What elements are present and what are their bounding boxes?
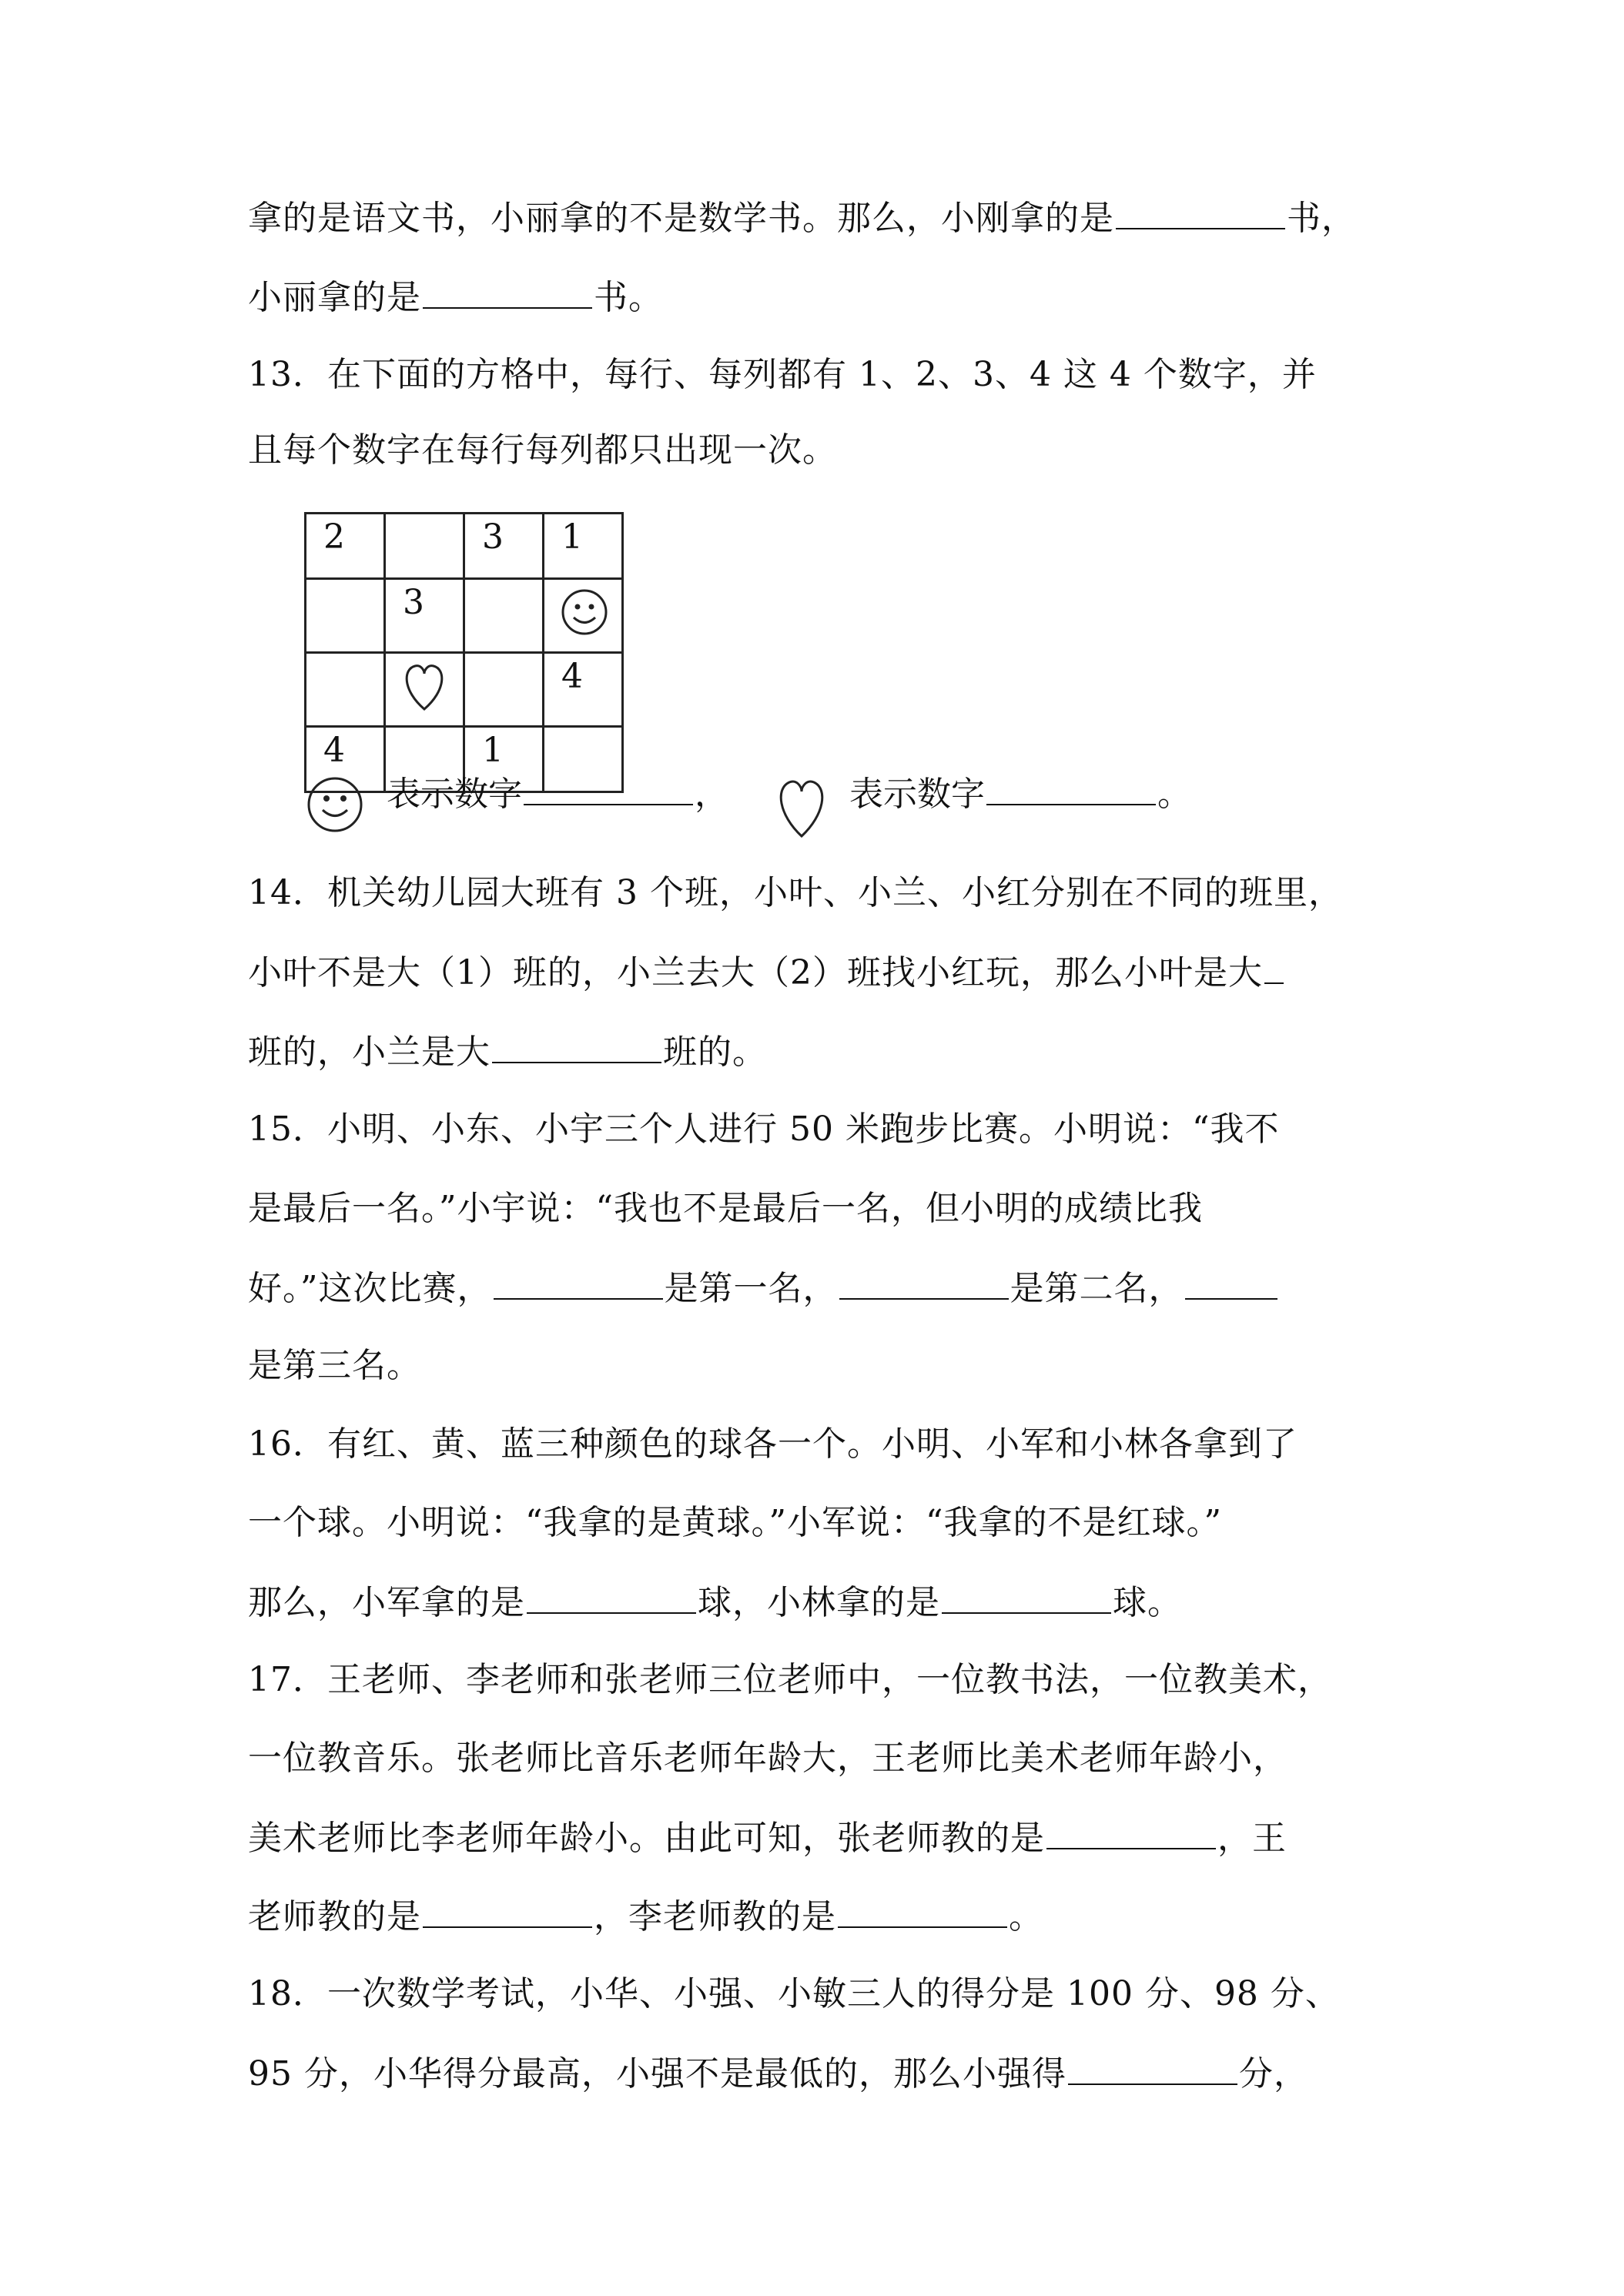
q17-text-c: 老师教的是 bbox=[248, 1897, 421, 1936]
q14-line2 bbox=[248, 949, 1285, 996]
heart-answer-blank[interactable] bbox=[986, 770, 1156, 805]
grid-row bbox=[306, 653, 623, 727]
q17-line1: 17．王老师、李老师和张老师三位老师中，一位教书法，一位教美术， bbox=[248, 1660, 1332, 1699]
q15-blank-1[interactable] bbox=[494, 1264, 663, 1300]
grid-cell bbox=[306, 653, 385, 727]
q17-line3 bbox=[248, 1814, 1287, 1862]
q14-blank-2[interactable] bbox=[492, 1028, 661, 1063]
cell-number: 1 bbox=[561, 517, 583, 557]
grid-cell bbox=[385, 653, 464, 727]
number-grid bbox=[304, 512, 624, 793]
grid-cell bbox=[385, 514, 464, 579]
legend-heart bbox=[849, 770, 1191, 818]
q16-line3 bbox=[248, 1578, 1182, 1626]
q15-text-c: 是第二名， bbox=[1010, 1269, 1184, 1308]
grid-cell bbox=[306, 579, 385, 653]
q17-text-d: ，李老师教的是 bbox=[594, 1897, 836, 1936]
grid-table bbox=[304, 512, 624, 793]
q15-line3 bbox=[248, 1264, 1279, 1312]
smiley-face-icon bbox=[544, 580, 621, 643]
cell-number: 2 bbox=[323, 517, 345, 557]
q18-line1: 18．一次数学考试，小华、小强、小敏三人的得分是 100 分、98 分、 bbox=[248, 1974, 1340, 2013]
q12-text-a: 拿的是语文书，小丽拿的不是数学书。那么，小刚拿的是 bbox=[248, 199, 1114, 238]
q12-blank-1[interactable] bbox=[1116, 194, 1285, 229]
q17-text-a: 美术老师比李老师年龄小。由此可知，张老师教的是 bbox=[248, 1819, 1045, 1858]
cell-number: 3 bbox=[482, 517, 504, 557]
cell-number: 4 bbox=[323, 731, 345, 770]
q15-text-b: 是第一名， bbox=[664, 1269, 838, 1308]
q14-text-b: 班的，小兰是大 bbox=[248, 1033, 491, 1072]
q15-text-a: 好。”这次比赛， bbox=[248, 1269, 492, 1308]
grid-cell bbox=[544, 653, 623, 727]
q14-text-a: 小叶不是大（1）班的，小兰去大（2）班找小红玩，那么小叶是大 bbox=[248, 953, 1263, 992]
cell-number: 4 bbox=[561, 657, 583, 696]
grid-cell bbox=[464, 579, 544, 653]
cell-number: 3 bbox=[403, 583, 424, 622]
heart-icon bbox=[386, 654, 463, 717]
q15-line4: 是第三名。 bbox=[248, 1346, 421, 1385]
q13-line1: 13．在下面的方格中，每行、每列都有 1、2、3、4 这 4 个数字，并 bbox=[248, 355, 1317, 394]
q18-line2 bbox=[248, 2050, 1308, 2097]
q17-blank-2[interactable] bbox=[423, 1893, 592, 1928]
q15-blank-2[interactable] bbox=[839, 1264, 1009, 1300]
grid-cell bbox=[464, 653, 544, 727]
legend-sep: ， bbox=[695, 775, 728, 814]
q16-text-a: 那么，小军拿的是 bbox=[248, 1583, 525, 1622]
grid-cell bbox=[385, 579, 464, 653]
heart-icon bbox=[774, 771, 829, 841]
q12-line1 bbox=[248, 194, 1356, 242]
q12-line2 bbox=[248, 273, 663, 321]
grid-row bbox=[306, 579, 623, 653]
q18-blank-1[interactable] bbox=[1068, 2050, 1237, 2085]
legend-smiley bbox=[387, 770, 728, 818]
q16-line1: 16．有红、黄、蓝三种颜色的球各一个。小明、小军和小林各拿到了 bbox=[248, 1424, 1298, 1464]
q12-text-c: 小丽拿的是 bbox=[248, 278, 421, 317]
q16-blank-2[interactable] bbox=[942, 1578, 1111, 1614]
q16-blank-1[interactable] bbox=[527, 1578, 696, 1614]
q17-blank-1[interactable] bbox=[1046, 1814, 1216, 1849]
smiley-face-icon bbox=[304, 774, 366, 835]
grid-cell bbox=[544, 579, 623, 653]
grid-cell bbox=[306, 514, 385, 579]
q15-line1: 15．小明、小东、小宇三个人进行 50 米跑步比赛。小明说：“我不 bbox=[248, 1110, 1280, 1149]
q16-text-b: 球，小林拿的是 bbox=[698, 1583, 940, 1622]
q13-line2: 且每个数字在每行每列都只出现一次。 bbox=[248, 430, 837, 470]
grid-row bbox=[306, 514, 623, 579]
q12-text-d: 书。 bbox=[594, 278, 663, 317]
grid-cell bbox=[464, 514, 544, 579]
legend-text-b: 表示数字 bbox=[849, 775, 985, 814]
q18-text-a: 95 分，小华得分最高，小强不是最低的，那么小强得 bbox=[248, 2054, 1066, 2094]
smiley-answer-blank[interactable] bbox=[524, 770, 693, 805]
q12-text-b: 书， bbox=[1287, 199, 1356, 238]
q17-blank-3[interactable] bbox=[838, 1893, 1007, 1928]
q17-text-b: ，王 bbox=[1217, 1819, 1287, 1858]
q17-line2: 一位教音乐。张老师比音乐老师年龄大，王老师比美术老师年龄小， bbox=[248, 1739, 1287, 1778]
q16-line2: 一个球。小明说：“我拿的是黄球。”小军说：“我拿的不是红球。” bbox=[248, 1503, 1222, 1542]
legend-end: 。 bbox=[1157, 775, 1191, 814]
q14-line3 bbox=[248, 1028, 767, 1076]
legend-text-a: 表示数字 bbox=[387, 775, 522, 814]
q14-blank-1[interactable] bbox=[1264, 949, 1284, 984]
q15-line2: 是最后一名。”小宇说：“我也不是最后一名，但小明的成绩比我 bbox=[248, 1189, 1203, 1228]
q15-blank-3[interactable] bbox=[1185, 1264, 1277, 1300]
q14-line1: 14．机关幼儿园大班有 3 个班，小叶、小兰、小红分别在不同的班里， bbox=[248, 873, 1343, 912]
q18-text-b: 分， bbox=[1238, 2054, 1308, 2094]
q16-text-c: 球。 bbox=[1113, 1583, 1182, 1622]
q12-blank-2[interactable] bbox=[423, 273, 592, 309]
q17-text-e: 。 bbox=[1009, 1897, 1043, 1936]
grid-cell bbox=[544, 514, 623, 579]
q17-line4 bbox=[248, 1893, 1043, 1940]
q14-text-c: 班的。 bbox=[663, 1033, 767, 1072]
cell-number: 1 bbox=[482, 731, 504, 770]
